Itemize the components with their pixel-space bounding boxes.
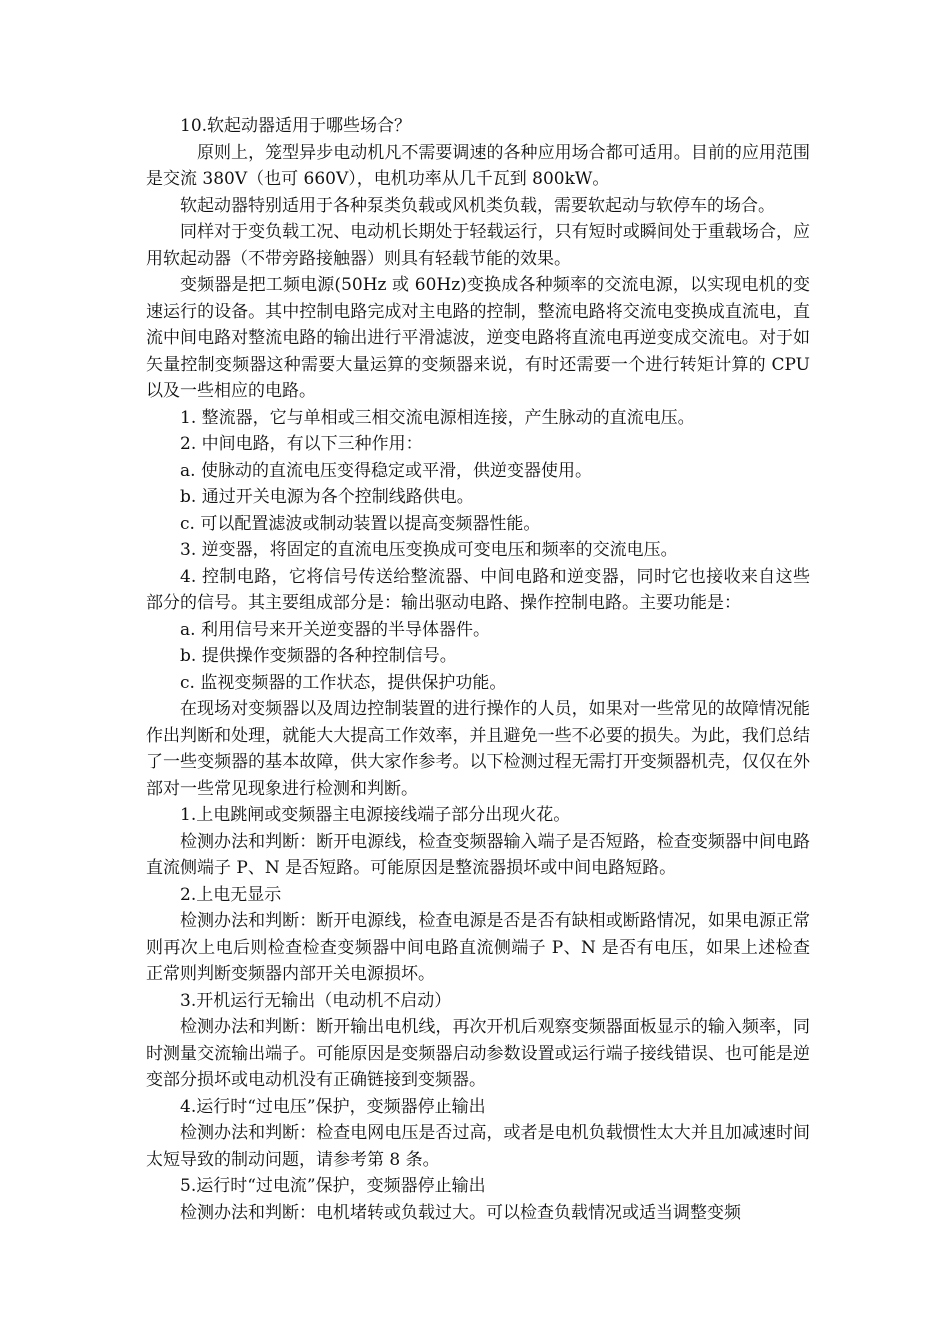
list-item: c. 可以配置滤波或制动装置以提高变频器性能。 <box>180 513 541 534</box>
list-item: b. 通过开关电源为各个控制线路供电。 <box>180 487 474 507</box>
fault-heading: 5.运行时“过电流”保护，变频器停止输出 <box>180 1176 486 1196</box>
fault-description: 检测办法和判断：检查电网电压是否过高，或者是电机负载惯性太大并且加减速时间太短导致的制动问题，请参考第 8 条。 <box>146 1123 810 1170</box>
fault-description: 检测办法和判断：电机堵转或负载过大。可以检查负载情况或适当调整变频 <box>180 1202 741 1223</box>
list-item: a. 使脉动的直流电压变得稳定或平滑，供逆变器使用。 <box>180 460 592 481</box>
fault-heading: 4.运行时“过电压”保护，变频器停止输出 <box>180 1096 486 1117</box>
paragraph: 原则上，笼型异步电动机凡不需要调速的各种应用场合都可适用。目前的应用范围是交流 380V（也可 660V），电机功率从几千瓦到 800kW。 <box>146 142 810 189</box>
list-item: a. 利用信号来开关逆变器的半导体器件。 <box>180 619 490 640</box>
document-page <box>146 113 810 1226</box>
list-item: 1. 整流器，它与单相或三相交流电源相连接，产生脉动的直流电压。 <box>180 407 695 428</box>
fault-description: 检测办法和判断：断开电源线，检查电源是否是否有缺相或断路情况，如果电源正常则再次上电后则检查检查变频器中间电路直流侧端子 P、N 是否有电压，如果上述检查正常则判断变频器内部开关电源损坏。 <box>146 911 810 984</box>
list-item: 3. 逆变器，将固定的直流电压变换成可变电压和频率的交流电压。 <box>180 540 678 560</box>
fault-heading: 1.上电跳闸或变频器主电源接线端子部分出现火花。 <box>180 805 571 825</box>
fault-description: 检测办法和判断：断开输出电机线，再次开机后观察变频器面板显示的输入频率，同时测量交流输出端子。可能原因是变频器启动参数设置或运行端子接线错误、也可能是逆变部分损坏或电动机没有正确链接到变频器。 <box>146 1017 810 1090</box>
paragraph: 在现场对变频器以及周边控制装置的进行操作的人员，如果对一些常见的故障情况能作出判断和处理，就能大大提高工作效率，并且避免一些不必要的损失。为此，我们总结了一些变频器的基本故障，供大家作参考。以下检测过程无需打开变频器机壳，仅仅在外部对一些常见现象进行检测和判断。 <box>146 699 810 799</box>
fault-heading: 3.开机运行无输出（电动机不启动） <box>180 990 452 1011</box>
fault-heading: 2.上电无显示 <box>180 884 282 905</box>
list-item: 2. 中间电路，有以下三种作用： <box>180 434 423 454</box>
list-item: c. 监视变频器的工作状态，提供保护功能。 <box>180 672 507 693</box>
list-item: b. 提供操作变频器的各种控制信号。 <box>180 646 457 666</box>
list-item: 4. 控制电路，它将信号传送给整流器、中间电路和逆变器，同时它也接收来自这些部分的信号。其主要组成部分是：输出驱动电路、操作控制电路。主要功能是： <box>146 566 810 613</box>
paragraph: 同样对于变负载工况、电动机长期处于轻载运行，只有短时或瞬间处于重载场合，应用软起动器（不带旁路接触器）则具有轻载节能的效果。 <box>146 222 810 269</box>
question-heading: 10.软起动器适用于哪些场合？ <box>180 116 412 136</box>
paragraph: 变频器是把工频电源(50Hz 或 60Hz)变换成各种频率的交流电源，以实现电机的变速运行的设备。其中控制电路完成对主电路的控制，整流电路将交流电变换成直流电，直流中间电路对整流电路的输出进行平滑滤波，逆变电路将直流电再逆变成交流电。对于如矢量控制变频器这种需要大量运算的变频器来说，有时还需要一个进行转矩计算的 CPU 以及一些相应的电路。 <box>146 275 810 401</box>
paragraph: 软起动器特别适用于各种泵类负载或风机类负载，需要软起动与软停车的场合。 <box>180 195 775 216</box>
fault-description: 检测办法和判断：断开电源线，检查变频器输入端子是否短路，检查变频器中间电路直流侧端子 P、N 是否短路。可能原因是整流器损坏或中间电路短路。 <box>146 831 810 878</box>
